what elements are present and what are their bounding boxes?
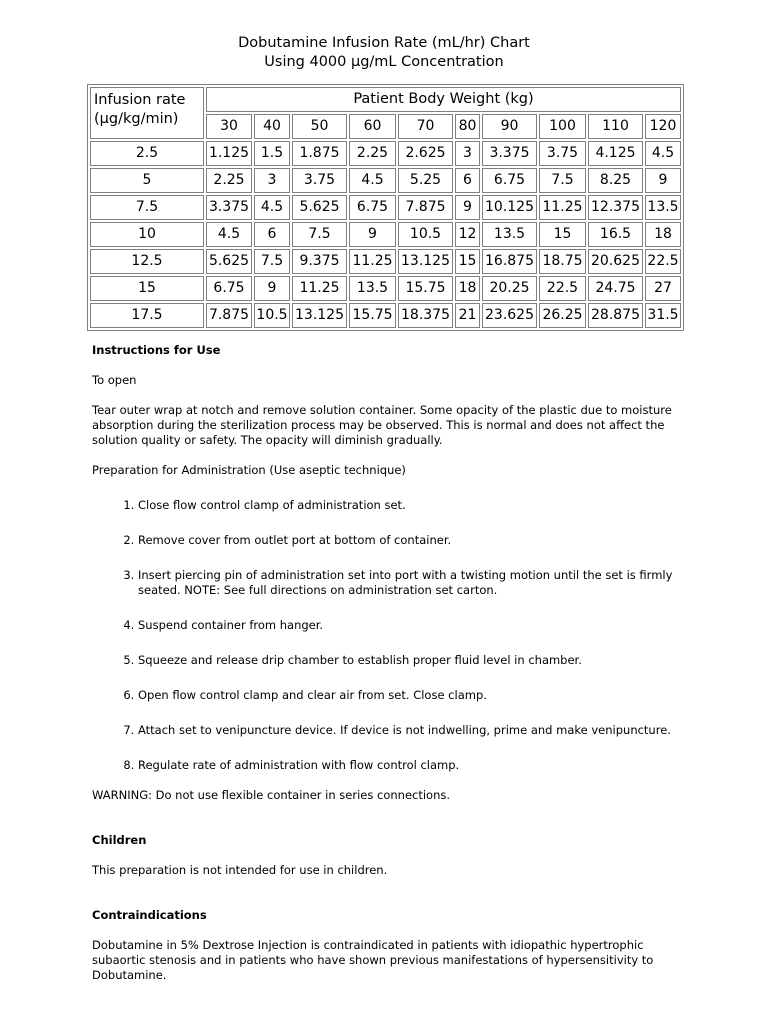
value-cell: 7.5 bbox=[292, 222, 347, 247]
value-cell: 2.25 bbox=[206, 168, 252, 193]
value-cell: 13.5 bbox=[482, 222, 537, 247]
weight-header-cell: 60 bbox=[349, 114, 396, 139]
rate-cell: 5 bbox=[90, 168, 204, 193]
value-cell: 7.875 bbox=[206, 303, 252, 328]
tear-paragraph: Tear outer wrap at notch and remove solution container. Some opacity of the plastic due to moisture absorption during the sterilization process may be observed. This is normal and does not affect the solution quality or safety. The opacity will diminish gradually. bbox=[92, 403, 672, 447]
value-cell: 12 bbox=[455, 222, 480, 247]
value-cell: 2.25 bbox=[349, 141, 396, 166]
value-cell: 22.5 bbox=[539, 276, 586, 301]
value-cell: 6 bbox=[254, 222, 290, 247]
value-cell: 31.5 bbox=[645, 303, 681, 328]
value-cell: 8.25 bbox=[588, 168, 643, 193]
value-cell: 4.5 bbox=[254, 195, 290, 220]
infusion-rate-table bbox=[87, 84, 684, 331]
value-cell: 10.125 bbox=[482, 195, 537, 220]
column-group-label: Patient Body Weight (kg) bbox=[206, 87, 681, 112]
value-cell: 4.125 bbox=[588, 141, 643, 166]
value-cell: 1.875 bbox=[292, 141, 347, 166]
instructions-content bbox=[92, 343, 682, 998]
value-cell: 9 bbox=[254, 276, 290, 301]
value-cell: 5.625 bbox=[292, 195, 347, 220]
value-cell: 26.25 bbox=[539, 303, 586, 328]
weight-header-cell: 40 bbox=[254, 114, 290, 139]
value-cell: 15.75 bbox=[398, 276, 453, 301]
value-cell: 10.5 bbox=[398, 222, 453, 247]
value-cell: 6.75 bbox=[349, 195, 396, 220]
value-cell: 11.25 bbox=[539, 195, 586, 220]
document-title bbox=[0, 34, 768, 72]
list-item: 5. Squeeze and release drip chamber to establish proper fluid level in chamber. bbox=[138, 653, 682, 668]
value-cell: 27 bbox=[645, 276, 681, 301]
value-cell: 13.125 bbox=[398, 249, 453, 274]
preparation-label: Preparation for Administration (Use aseptic technique) bbox=[92, 463, 406, 477]
table-row bbox=[90, 195, 681, 220]
rate-cell: 2.5 bbox=[90, 141, 204, 166]
value-cell: 22.5 bbox=[645, 249, 681, 274]
value-cell: 9 bbox=[645, 168, 681, 193]
list-item: 4. Suspend container from hanger. bbox=[138, 618, 682, 633]
value-cell: 12.375 bbox=[588, 195, 643, 220]
value-cell: 3 bbox=[455, 141, 480, 166]
title-line-2: Using 4000 µg/mL Concentration bbox=[264, 54, 504, 70]
value-cell: 6.75 bbox=[206, 276, 252, 301]
contraindications-heading: Contraindications bbox=[92, 908, 207, 922]
value-cell: 16.875 bbox=[482, 249, 537, 274]
value-cell: 6 bbox=[455, 168, 480, 193]
value-cell: 13.125 bbox=[292, 303, 347, 328]
warning-text: WARNING: Do not use flexible container in series connections. bbox=[92, 788, 451, 802]
value-cell: 7.5 bbox=[539, 168, 586, 193]
value-cell: 18.375 bbox=[398, 303, 453, 328]
value-cell: 7.5 bbox=[254, 249, 290, 274]
value-cell: 21 bbox=[455, 303, 480, 328]
instructions-heading: Instructions for Use bbox=[92, 343, 221, 357]
value-cell: 10.5 bbox=[254, 303, 290, 328]
list-item: 8. Regulate rate of administration with flow control clamp. bbox=[138, 758, 682, 773]
value-cell: 15.75 bbox=[349, 303, 396, 328]
table-row bbox=[90, 222, 681, 247]
value-cell: 20.25 bbox=[482, 276, 537, 301]
rate-cell: 15 bbox=[90, 276, 204, 301]
value-cell: 4.5 bbox=[206, 222, 252, 247]
table-row bbox=[90, 168, 681, 193]
value-cell: 9.375 bbox=[292, 249, 347, 274]
value-cell: 28.875 bbox=[588, 303, 643, 328]
value-cell: 3.75 bbox=[539, 141, 586, 166]
table-row bbox=[90, 141, 681, 166]
list-item: 1. Close flow control clamp of administration set. bbox=[138, 498, 682, 513]
value-cell: 4.5 bbox=[349, 168, 396, 193]
weight-header-cell: 110 bbox=[588, 114, 643, 139]
value-cell: 18.75 bbox=[539, 249, 586, 274]
rate-cell: 7.5 bbox=[90, 195, 204, 220]
contraindications-text: Dobutamine in 5% Dextrose Injection is contraindicated in patients with idiopathic hypertrophic subaortic stenosis and in patients who have shown previous manifestations of hypersensitivity to Dobutamine. bbox=[92, 938, 654, 982]
value-cell: 11.25 bbox=[349, 249, 396, 274]
weight-header-cell: 120 bbox=[645, 114, 681, 139]
table-row bbox=[90, 249, 681, 274]
value-cell: 5.625 bbox=[206, 249, 252, 274]
value-cell: 7.875 bbox=[398, 195, 453, 220]
value-cell: 15 bbox=[455, 249, 480, 274]
list-item: 3. Insert piercing pin of administration set into port with a twisting motion until the set is firmly seated. NOTE: See full directions on administration set carton. bbox=[138, 568, 682, 598]
children-heading: Children bbox=[92, 833, 147, 847]
value-cell: 1.5 bbox=[254, 141, 290, 166]
value-cell: 6.75 bbox=[482, 168, 537, 193]
value-cell: 9 bbox=[455, 195, 480, 220]
list-item: 2. Remove cover from outlet port at bottom of container. bbox=[138, 533, 682, 548]
value-cell: 3.75 bbox=[292, 168, 347, 193]
value-cell: 3.375 bbox=[482, 141, 537, 166]
row-header-label: Infusion rate (µg/kg/min) bbox=[90, 87, 204, 139]
value-cell: 3 bbox=[254, 168, 290, 193]
value-cell: 3.375 bbox=[206, 195, 252, 220]
value-cell: 23.625 bbox=[482, 303, 537, 328]
table-row bbox=[90, 303, 681, 328]
value-cell: 16.5 bbox=[588, 222, 643, 247]
value-cell: 13.5 bbox=[349, 276, 396, 301]
value-cell: 5.25 bbox=[398, 168, 453, 193]
value-cell: 20.625 bbox=[588, 249, 643, 274]
weight-header-cell: 90 bbox=[482, 114, 537, 139]
rate-cell: 17.5 bbox=[90, 303, 204, 328]
value-cell: 2.625 bbox=[398, 141, 453, 166]
weight-header-cell: 100 bbox=[539, 114, 586, 139]
list-item: 7. Attach set to venipuncture device. If device is not indwelling, prime and make venipuncture. bbox=[138, 723, 682, 738]
weight-header-cell: 30 bbox=[206, 114, 252, 139]
value-cell: 18 bbox=[645, 222, 681, 247]
value-cell: 24.75 bbox=[588, 276, 643, 301]
table-row bbox=[90, 276, 681, 301]
to-open-label: To open bbox=[92, 373, 137, 387]
table-header-row bbox=[90, 87, 681, 112]
rate-cell: 10 bbox=[90, 222, 204, 247]
title-line-1: Dobutamine Infusion Rate (mL/hr) Chart bbox=[238, 35, 530, 51]
children-text: This preparation is not intended for use in children. bbox=[92, 863, 388, 877]
value-cell: 18 bbox=[455, 276, 480, 301]
weight-header-cell: 50 bbox=[292, 114, 347, 139]
rate-cell: 12.5 bbox=[90, 249, 204, 274]
weight-header-cell: 70 bbox=[398, 114, 453, 139]
list-item: 6. Open flow control clamp and clear air from set. Close clamp. bbox=[138, 688, 682, 703]
value-cell: 11.25 bbox=[292, 276, 347, 301]
value-cell: 9 bbox=[349, 222, 396, 247]
steps-list bbox=[92, 498, 682, 773]
value-cell: 1.125 bbox=[206, 141, 252, 166]
weight-header-cell: 80 bbox=[455, 114, 480, 139]
value-cell: 4.5 bbox=[645, 141, 681, 166]
value-cell: 13.5 bbox=[645, 195, 681, 220]
value-cell: 15 bbox=[539, 222, 586, 247]
